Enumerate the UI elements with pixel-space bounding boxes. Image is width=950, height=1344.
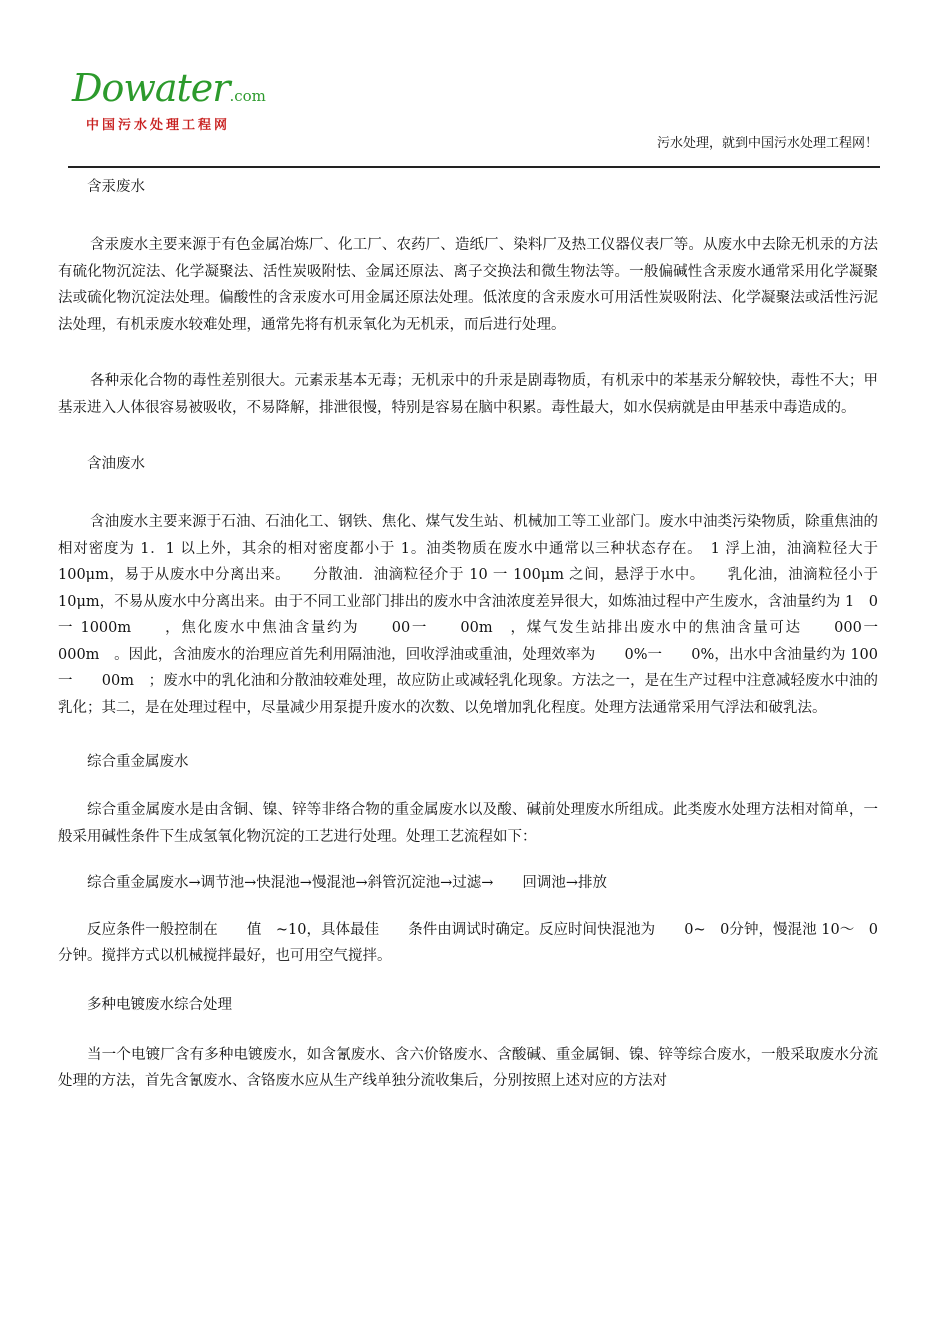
document-body bbox=[58, 172, 907, 1095]
section-heading-mercury: 含汞废水 bbox=[87, 179, 145, 195]
dowater-logo bbox=[72, 66, 272, 136]
section-heading-heavy-metal: 综合重金属废水 bbox=[87, 754, 189, 770]
logo-text: Dowater bbox=[72, 66, 230, 110]
section-heading-multi-plating: 多种电镀废水综合处理 bbox=[87, 996, 232, 1013]
header-tagline: 污水处理，就到中国污水处理工程网！ bbox=[656, 136, 878, 151]
logo-wordmark bbox=[72, 66, 266, 118]
paragraph-multi-plating: 当一个电镀厂含有多种电镀废水，如含氰废水、含六价铬废水、含酸碱、重金属铜、镍、锌等综合废水，一般采取废水分流处理的方法，首先含氰废水、含铬废水应从生产线单独分流收集后，分别按照上述对应的方法对 bbox=[58, 1046, 878, 1089]
logo-subtitle: 中国污水处理工程网 bbox=[86, 118, 231, 133]
paragraph-reaction-conditions: 反应条件一般控制在 值 ~10，具体最佳 条件由调试时确定。反应时间快混池为 0~ 0分钟，慢混池 10～ 0分钟。搅拌方式以机械搅拌最好，也可用空气搅拌。 bbox=[58, 921, 878, 964]
paragraph-mercury-sources: 含汞废水主要来源于有色金属冶炼厂、化工厂、农药厂、造纸厂、染料厂及热工仪器仪表厂等。从废水中去除无机汞的方法有硫化物沉淀法、化学凝聚法、活性炭吸附怯、金属还原法、离子交换法和微生物法等。一般偏碱性含汞废水通常采用化学凝聚法或硫化物沉淀法处理。偏酸性的含汞废水可用金属还原法处理。低浓度的含汞废水可用活性炭吸附法、化学凝聚法或活性污泥法处理，有机汞废水较难处理，通常先将有机汞氧化为无机汞，而后进行处理。 bbox=[58, 237, 878, 333]
logo-domain: .com bbox=[229, 87, 266, 105]
header-divider bbox=[68, 166, 880, 168]
paragraph-oil-wastewater: 含油废水主要来源于石油、石油化工、钢铁、焦化、煤气发生站、机械加工等工业部门。废水中油类污染物质，除重焦油的相对密度为 1．1 以上外，其余的相对密度都小于 1。油类物质在废水中通常以三种状态存在。 1 浮上油，油滴粒径大于 100μm，易于从废水中分离出来。 分散油．油滴粒径介于 10 一 100μm 之间，悬浮于水中。 乳化油，油滴粒径小于 10μm，不易从废水中分离出来。由于不同工业部门排出的废水中含油浓度差异很大，如炼油过程中产生废水，含油量约为 1 0一 1000m ，焦化废水中焦油含量约为 00一 00m ，煤气发生站排出废水中的焦油含量可达 000一 000m 。因此，含油废水的治理应首先利用隔油池，回收浮油或重油，处理效率为 0%一 0%，出水中含油量约为 100 一 00m ；废水中的乳化油和分散油较难处理，故应防止或减轻乳化现象。方法之一，是在生产过程中注意减轻废水中油的乳化；其二，是在处理过程中，尽量减少用泵提升废水的次数、以免增加乳化程度。处理方法通常采用气浮法和破乳法。 bbox=[58, 514, 907, 716]
paragraph-heavy-metal: 综合重金属废水是由含铜、镍、锌等非络合物的重金属废水以及酸、碱前处理废水所组成。此类废水处理方法相对简单，一般采用碱性条件下生成氢氧化物沉淀的工艺进行处理。处理工艺流程如下： bbox=[58, 802, 878, 845]
section-heading-oil: 含油废水 bbox=[87, 456, 145, 472]
process-flow-line: 综合重金属废水→调节池→快混池→慢混池→斜管沉淀池→过滤→ 回调池→排放 bbox=[87, 875, 608, 891]
paragraph-mercury-toxicity: 各种汞化合物的毒性差别很大。元素汞基本无毒；无机汞中的升汞是剧毒物质，有机汞中的苯基汞分解较快，毒性不大；甲基汞进入人体很容易被吸收，不易降解，排泄很慢，特别是容易在脑中积累。毒性最大，如水俣病就是由甲基汞中毒造成的。 bbox=[58, 373, 878, 416]
